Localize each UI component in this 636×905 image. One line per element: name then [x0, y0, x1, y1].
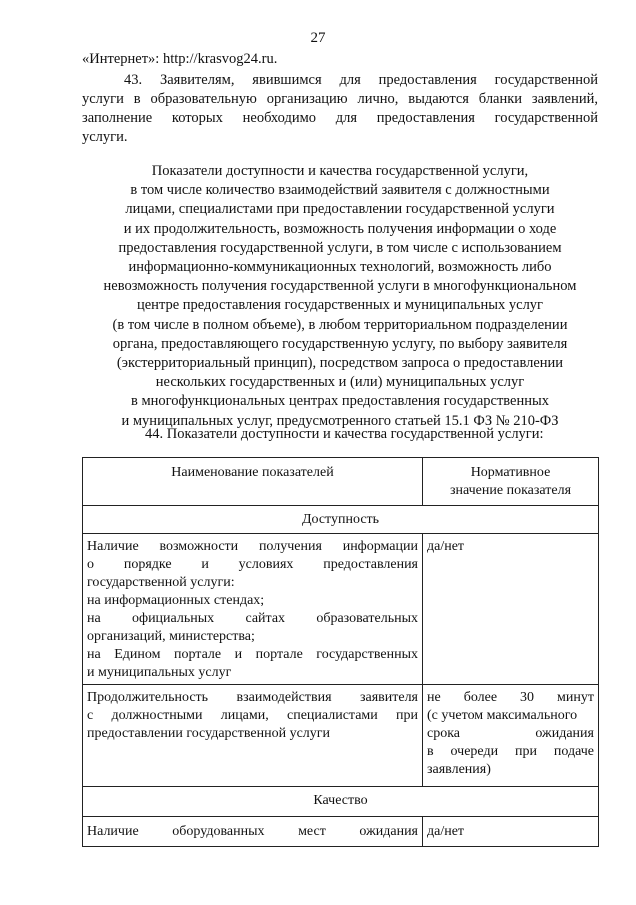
row2-value-line: заявления): [427, 762, 491, 777]
row2-value-line: срока ожидания: [427, 726, 594, 741]
col-header-value-line: значение показателя: [449, 483, 572, 498]
row2-value-line: в очереди при подаче: [427, 744, 594, 759]
heading-line: в том числе количество взаимодействий заявителя с должностными: [130, 182, 550, 199]
row1-name-line: государственной услуги:: [87, 575, 235, 590]
heading-line: предоставления государственной услуги, в том числе с использованием: [118, 239, 562, 256]
para44: 44. Показатели доступности и качества государственной услуги:: [145, 426, 544, 442]
row2-name-line: с должностными лицами, специалистами при: [87, 708, 418, 723]
para43-line: 43. Заявителям, явившимся для предоставления государственной: [124, 72, 598, 88]
table-row: [83, 534, 599, 685]
heading-line: в многофункциональных центрах предоставления государственных: [130, 393, 550, 410]
row1-name-line: и муниципальных услуг: [87, 665, 232, 680]
heading-line: лицами, специалистами при предоставлении государственной услуги: [125, 201, 555, 218]
section-access: Доступность: [83, 506, 599, 534]
row1-value: да/нет: [423, 534, 599, 685]
para43-line: услуги.: [82, 129, 128, 145]
col-header-name: Наименование показателей: [83, 458, 423, 506]
indicators-table: [82, 457, 599, 847]
heading-line: невозможность получения государственной услуги в многофункциональном: [103, 278, 577, 295]
row1-name-line: Наличие возможности получения информации: [87, 539, 418, 554]
row1-name-line: на Едином портале и портале государственных: [87, 647, 418, 662]
table-row: [83, 817, 599, 847]
row1-name-line: о порядке и условиях предоставления: [87, 557, 418, 572]
table-header-row: [83, 458, 599, 506]
heading-line: органа, предоставляющего государственную услугу, по выбору заявителя: [112, 335, 568, 352]
heading-line: и их продолжительность, возможность получения информации о ходе: [123, 220, 557, 237]
intro-line: «Интернет»: http://krasvog24.ru.: [82, 51, 278, 67]
col-header-value-line: Нормативное: [470, 465, 551, 480]
row2-name: [83, 685, 423, 787]
row3-value: да/нет: [423, 817, 599, 847]
heading-line: нескольких государственных и (или) муниципальных услуг: [155, 374, 525, 391]
col-header-value: [423, 458, 599, 506]
row2-value: [423, 685, 599, 787]
para43-line: услуги в образовательную организацию лично, выдаются бланки заявлений,: [82, 91, 598, 107]
heading-line: центре предоставления государственных и муниципальных услуг: [136, 297, 543, 314]
row2-value-line: (с учетом максимального: [427, 708, 578, 723]
row1-name-line: на официальных сайтах образовательных: [87, 611, 418, 626]
section-heading: [82, 162, 598, 431]
table-row: [83, 685, 599, 787]
heading-line: Показатели доступности и качества государственной услуги,: [151, 163, 529, 179]
heading-line: информационно-коммуникационных технологий, возможность либо: [128, 259, 552, 276]
page-number: 27: [310, 30, 326, 46]
table-section-row: [83, 787, 599, 817]
row1-name-line: на информационных стендах;: [87, 593, 265, 608]
heading-line: (экстерриториальный принцип), посредством запроса о предоставлении: [116, 355, 564, 372]
para43-line: заполнение которых необходимо для предоставления государственной: [82, 110, 598, 126]
row3-name-line: Наличие оборудованных мест ожидания: [87, 824, 418, 839]
row3-name: [83, 817, 423, 847]
row1-name-line: организаций, министерства;: [87, 629, 255, 644]
table-section-row: [83, 506, 599, 534]
row1-name: [83, 534, 423, 685]
row2-name-line: Продолжительность взаимодействия заявителя: [87, 690, 418, 705]
section-quality: Качество: [83, 787, 599, 817]
row2-name-line: предоставлении государственной услуги: [87, 726, 331, 741]
row2-value-line: не более 30 минут: [427, 690, 594, 705]
heading-line: и муниципальных услуг, предусмотренного статьей 15.1 ФЗ № 210-ФЗ: [121, 412, 559, 429]
heading-line: (в том числе в полном объеме), в любом территориальном подразделении: [112, 316, 568, 333]
